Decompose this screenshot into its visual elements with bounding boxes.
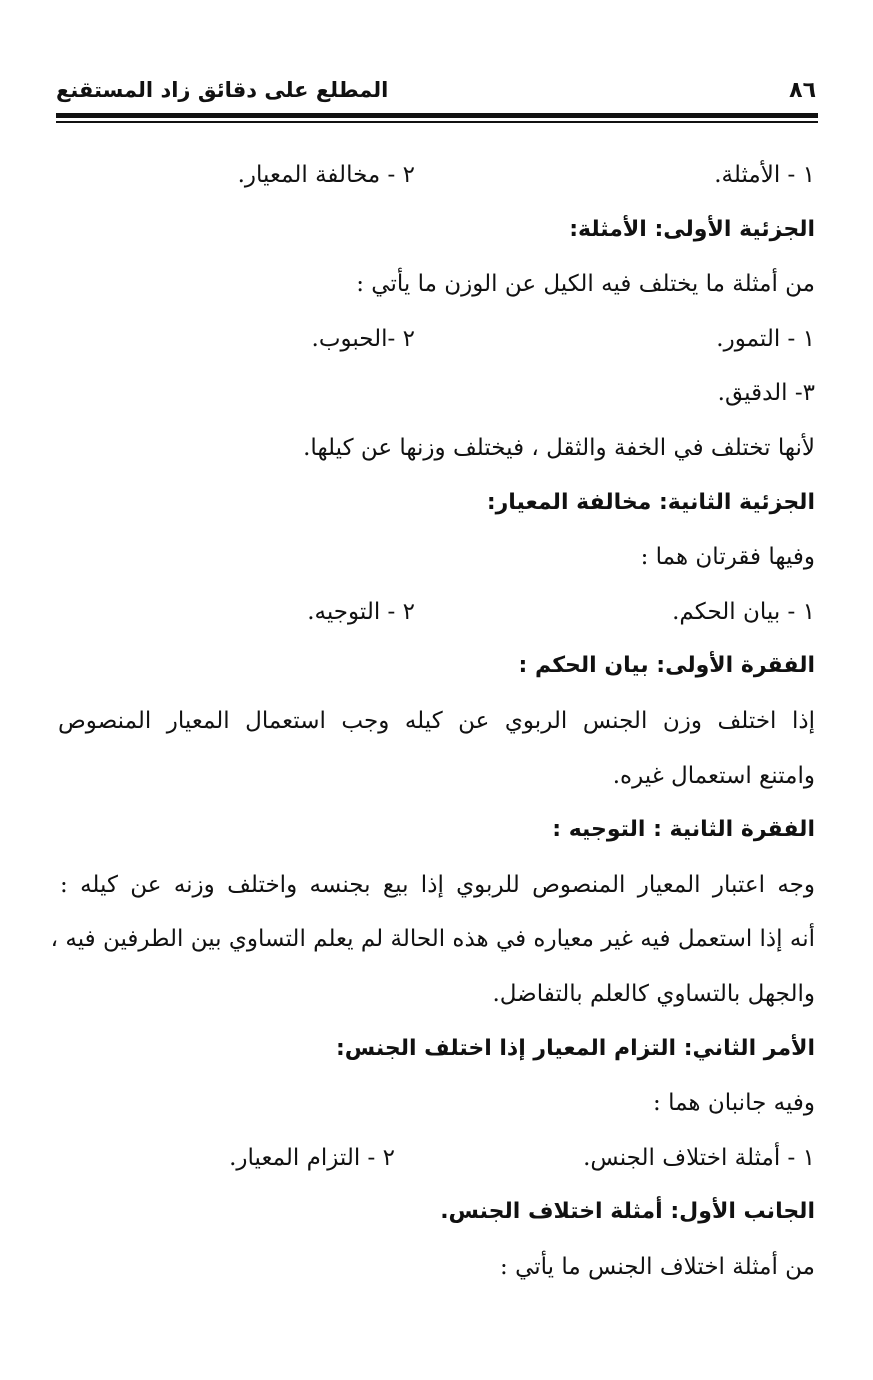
- running-title: المطلع على دقائق زاد المستقنع: [56, 78, 389, 102]
- paragraph-line: أنه إذا استعمل فيه غير معياره في هذه الحالة لم يعلم التساوي بين الطرفين فيه ،: [50, 926, 815, 953]
- section-heading: الجزئية الأولى: الأمثلة:: [569, 216, 815, 242]
- list-item: ٣- الدقيق.: [717, 380, 815, 407]
- paragraph-line: من أمثلة ما يختلف فيه الكيل عن الوزن ما يأتي :: [356, 271, 815, 298]
- subsection-heading: الفقرة الثانية : التوجيه :: [552, 817, 815, 843]
- list-item: ١ - التمور.: [716, 325, 815, 352]
- list-item: ١ - بيان الحكم.: [672, 598, 815, 625]
- list-item: ١ - الأمثلة.: [714, 162, 815, 188]
- paragraph-line: وجه اعتبار المعيار المنصوص للربوي إذا بيع بجنسه واختلف وزنه عن كيله :: [60, 871, 815, 898]
- paragraph-line: وفيه جانبان هما :: [653, 1090, 815, 1117]
- list-item: ٢ -الحبوب.: [311, 325, 415, 352]
- paragraph-line: من أمثلة اختلاف الجنس ما يأتي :: [500, 1253, 815, 1280]
- section-heading: الجزئية الثانية: مخالفة المعيار:: [486, 489, 815, 515]
- subsection-heading: الفقرة الأولى: بيان الحكم :: [518, 653, 815, 679]
- paragraph-line: إذا اختلف وزن الجنس الربوي عن كيله وجب استعمال المعيار المنصوص: [58, 707, 815, 734]
- list-item: ٢ - التزام المعيار.: [229, 1144, 395, 1171]
- paragraph-line: وفيها فقرتان هما :: [640, 544, 815, 571]
- paragraph-line: والجهل بالتساوي كالعلم بالتفاضل.: [492, 980, 815, 1007]
- page-number: ٨٦: [789, 78, 816, 103]
- section-heading: الجانب الأول: أمثلة اختلاف الجنس.: [440, 1199, 815, 1225]
- list-item: ١ - أمثلة اختلاف الجنس.: [583, 1144, 815, 1171]
- paragraph-line: لأنها تختلف في الخفة والثقل ، فيختلف وزنها عن كيلها.: [303, 434, 815, 461]
- list-row: [60, 1131, 815, 1186]
- header-rule-thick: [56, 113, 818, 118]
- page-header: [56, 78, 816, 108]
- list-item: ٢ - التوجيه.: [307, 598, 415, 625]
- page-body: [50, 148, 815, 1294]
- paragraph-line: وامتنع استعمال غيره.: [612, 762, 815, 789]
- list-row: [60, 312, 815, 367]
- list-item: ٢ - مخالفة المعيار.: [237, 162, 415, 188]
- section-heading: الأمر الثاني: التزام المعيار إذا اختلف الجنس:: [335, 1035, 815, 1061]
- list-row: [60, 148, 815, 203]
- list-row: [60, 585, 815, 640]
- header-rule-thin: [56, 121, 818, 123]
